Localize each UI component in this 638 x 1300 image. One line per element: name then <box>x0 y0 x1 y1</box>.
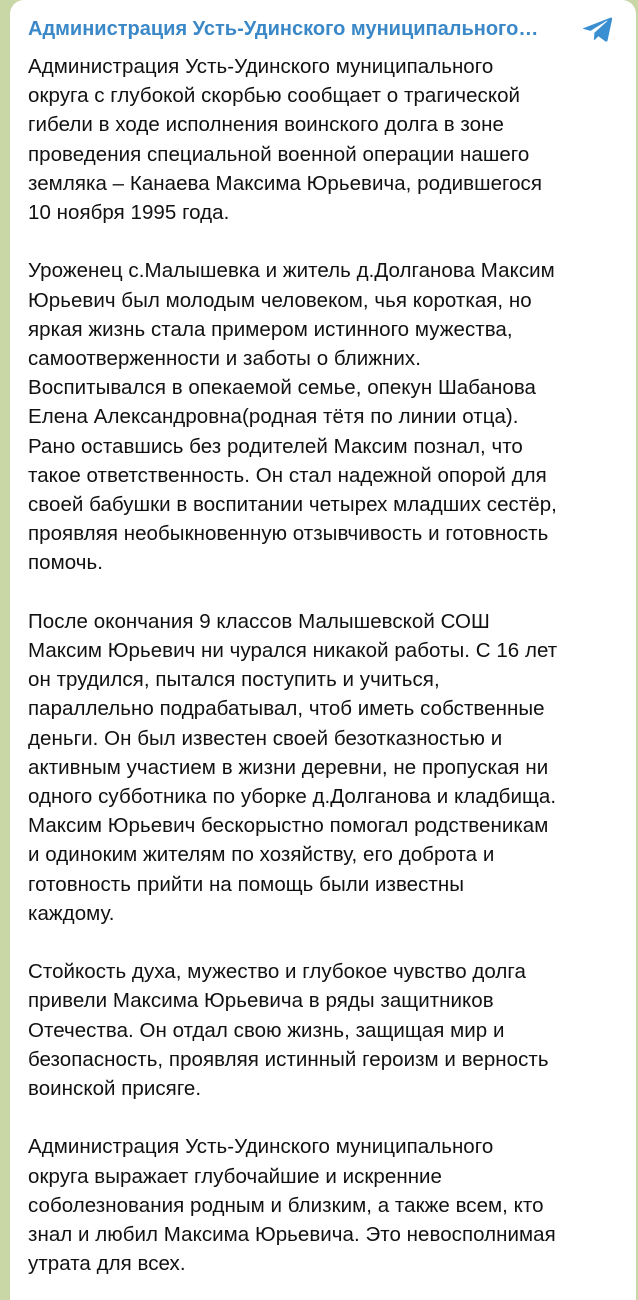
message-paragraph: Уроженец с.Малышевка и житель д.Долганова Максим Юрьевич был молодым человеком, чья короткая, но яркая жизнь стала примером истинного мужества, самоотверженности и заботы о ближних. Воспитывался в опекаемой семье, опекун Шабанова Елена Александровна(родная тётя по линии отца). Рано оставшись без родителей Максим познал, что такое ответственность. Он стал надежной опорой для своей бабушки в воспитании четырех младших сестёр, проявляя необыкновенную отзывчивость и готовность помочь. <box>28 259 557 575</box>
message-header <box>28 12 616 46</box>
message-paragraph: Администрация Усть-Удинского муниципального округа с глубокой скорбью сообщает о трагической гибели в ходе исполнения воинского долга в зоне проведения специальной военной операции нашего земляка – Канаева Максима Юрьевича, родившегося 10 ноября 1995 года. <box>28 55 542 225</box>
channel-name-link[interactable]: Администрация Усть-Удинского муниципального… <box>28 17 539 40</box>
message-paragraph: После окончания 9 классов Малышевской СОШ Максим Юрьевич ни чурался никакой работы. С 16 лет он трудился, пытался поступить и учиться, параллельно подрабатывал, чтоб иметь собственные деньги. Он был известен своей безотказностью и активным участием в жизни деревни, не пропуская ни одного субботника по уборке д.Долганова и кладбища. Максим Юрьевич бескорыстно помогал родственикам и одиноким жителям по хозяйству, его доброта и готовность прийти на помощь были известны каждому. <box>28 609 558 925</box>
telegram-paper-plane-icon[interactable] <box>582 13 614 45</box>
message-text <box>28 52 616 1278</box>
message-paragraph: Стойкость духа, мужество и глубокое чувство долга привели Максима Юрьевича в ряды защитников Отечества. Он отдал свою жизнь, защищая мир и безопасность, проявляя истинный героизм и верность воинской присяге. <box>28 960 549 1101</box>
message-paragraph: Администрация Усть-Удинского муниципального округа выражает глубочайшие и искренние соболезнования родным и близким, а также всем, кто знал и любил Максима Юрьевича. Это невосполнимая утрата для всех. <box>28 1135 556 1276</box>
message-bubble <box>10 0 636 1300</box>
